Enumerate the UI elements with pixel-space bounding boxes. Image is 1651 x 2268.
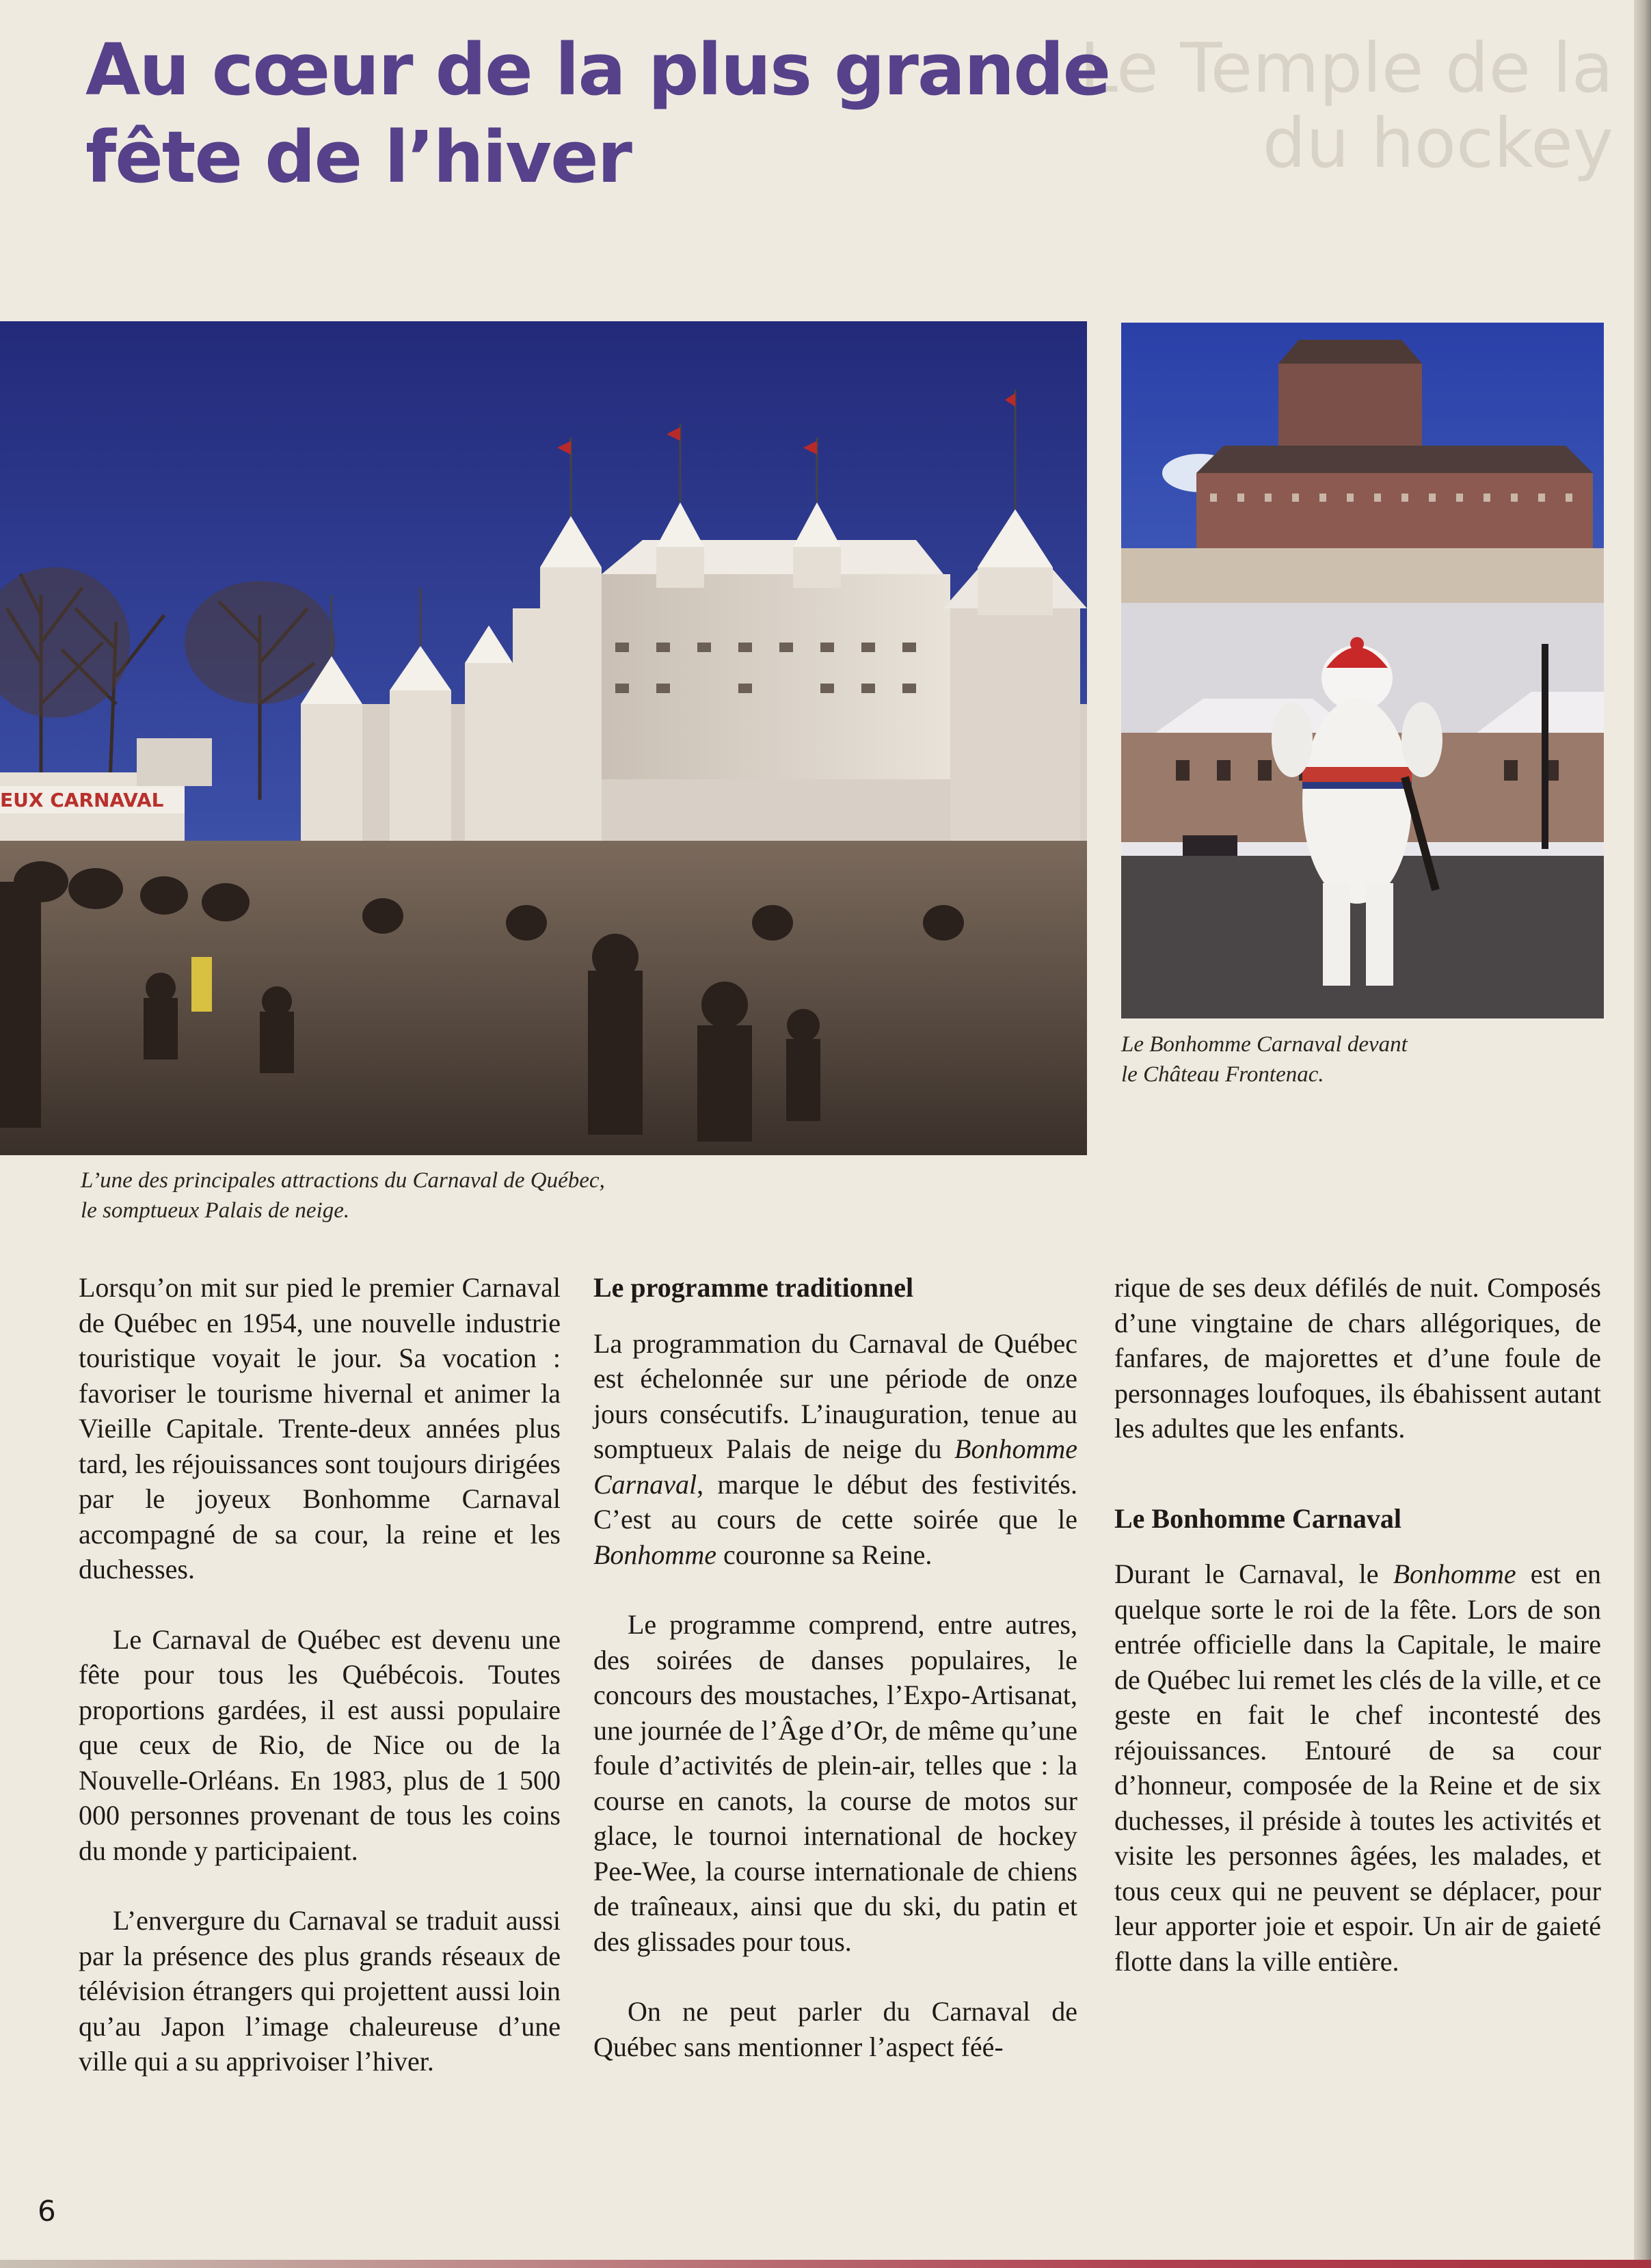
caption-bonhomme-line-2: le Château Frontenac. <box>1121 1062 1324 1087</box>
page-title <box>85 26 1110 201</box>
caption-bonhomme-line-1: Le Bonhomme Carnaval devant <box>1121 1032 1408 1057</box>
carnaval-sign-text: EUX CARNAVAL <box>0 789 164 811</box>
caption-snow-palace <box>81 1165 1072 1226</box>
col3-p2-italic-b: Bonhomme <box>1393 1558 1516 1589</box>
caption-snow-palace-line-1: L’une des principales attractions du Carnaval de Québec, <box>81 1168 605 1193</box>
article-column-3 <box>1114 1270 1601 1979</box>
col3-p2-text-a: Durant le Carnaval, le <box>1114 1558 1393 1589</box>
page-edge <box>1634 0 1651 2268</box>
col2-paragraph-2: Le programme comprend, entre autres, des soirées de danses populaires, le concours des moustaches, l’Expo-Artisanat, une journée de l’Âge d’Or, de même qu’une foule d’activités de plein-air, telles que : la course en canots, la course de motos sur glace, le tournoi international de hockey Pee-Wee, la course internationale de chiens de traîneaux, ainsi que du ski, du patin et des glissades pour tous. <box>593 1609 1077 1957</box>
caption-bonhomme <box>1121 1029 1600 1090</box>
col2-paragraph-1 <box>593 1326 1077 1573</box>
title-line-2: fête de l’hiver <box>85 116 631 199</box>
photo-snow-palace <box>0 321 1087 1155</box>
page-number: 6 <box>38 2194 56 2228</box>
col1-paragraph-1: Lorsqu’on mit sur pied le premier Carnaval de Québec en 1954, une nouvelle industrie touristique voyait le jour. Sa vocation : favoriser le tourisme hivernal et animer la Vieille Capitale. Trente-deux années plus tard, les réjouissances sont toujours dirigées par le joyeux Bonhomme Carnaval accompagné de sa cour, la reine et les duchesses. <box>79 1272 561 1584</box>
col2-paragraph-3: On ne peut parler du Carnaval de Québec sans mentionner l’aspect féé- <box>593 1996 1077 2062</box>
caption-snow-palace-line-2: le somptueux Palais de neige. <box>81 1198 350 1223</box>
bonhomme-chateau-illustration <box>1121 323 1604 1018</box>
bleed-through-line-2: du hockey <box>1262 103 1613 183</box>
heading-programme-traditionnel: Le programme traditionnel <box>593 1272 914 1303</box>
title-line-1: Au cœur de la plus grande <box>85 28 1110 111</box>
article-column-1 <box>79 1270 561 2079</box>
col3-paragraph-2 <box>1114 1556 1601 1979</box>
col2-p1-text-c: , marque le début des festivités. C’est au cours de cette soirée que le <box>593 1468 1077 1535</box>
bleed-through-line-1: Le Temple de la <box>1079 28 1613 108</box>
bottom-edge-strip <box>0 2260 1651 2268</box>
heading-bonhomme-carnaval: Le Bonhomme Carnaval <box>1114 1502 1401 1534</box>
col3-paragraph-1: rique de ses deux défilés de nuit. Composés d’une vingtaine de chars allégoriques, de fanfares, de majorettes et d’une foule de personnages loufoques, ils ébahissent autant les adultes que les enfants. <box>1114 1272 1601 1444</box>
col2-p1-text-e: couronne sa Reine. <box>716 1539 932 1570</box>
col3-p2-text-c: est en quelque sorte le roi de la fête. Lors de son entrée officielle dans la Capitale, le maire de Québec lui remet les clés de la ville, et ce geste en fait le chef incontesté des réjouissances. Entouré de sa cour d’honneur, composée de la Reine et de six duchesses, il préside à toutes les activités et visite les personnes âgées, les malades, et tous ceux qui ne peuvent se déplacer, pour leur apporter joie et espoir. Un air de gaieté flotte dans la ville entière. <box>1114 1558 1601 1977</box>
snow-palace-illustration <box>0 321 1087 1155</box>
col2-p1-text-a: La programmation du Carnaval de Québec est échelonnée sur une période de onze jours consécutifs. L’inauguration, tenue au somptueux Palais de neige du <box>593 1327 1077 1464</box>
bleed-through-heading <box>1066 28 1613 183</box>
col1-paragraph-3: L’envergure du Carnaval se traduit aussi par la présence des plus grands réseaux de télévision étrangers qui projettent aussi loin qu’au Japon l’image chaleureuse d’une ville qui a su apprivoiser l’hiver. <box>79 1905 561 2077</box>
col2-p1-italic-d: Bonhomme <box>593 1539 716 1570</box>
col2-p1-italic-b: Bonhomme Carnaval <box>593 1433 1077 1500</box>
photo-bonhomme-chateau <box>1121 323 1604 1018</box>
article-column-2 <box>593 1270 1077 2064</box>
col1-paragraph-2: Le Carnaval de Québec est devenu une fête pour tous les Québécois. Toutes proportions gardées, il est aussi populaire que ceux de Rio, de Nice ou de la Nouvelle-Orléans. En 1983, plus de 1 500 000 personnes provenant de tous les coins du monde y participaient. <box>79 1623 561 1866</box>
